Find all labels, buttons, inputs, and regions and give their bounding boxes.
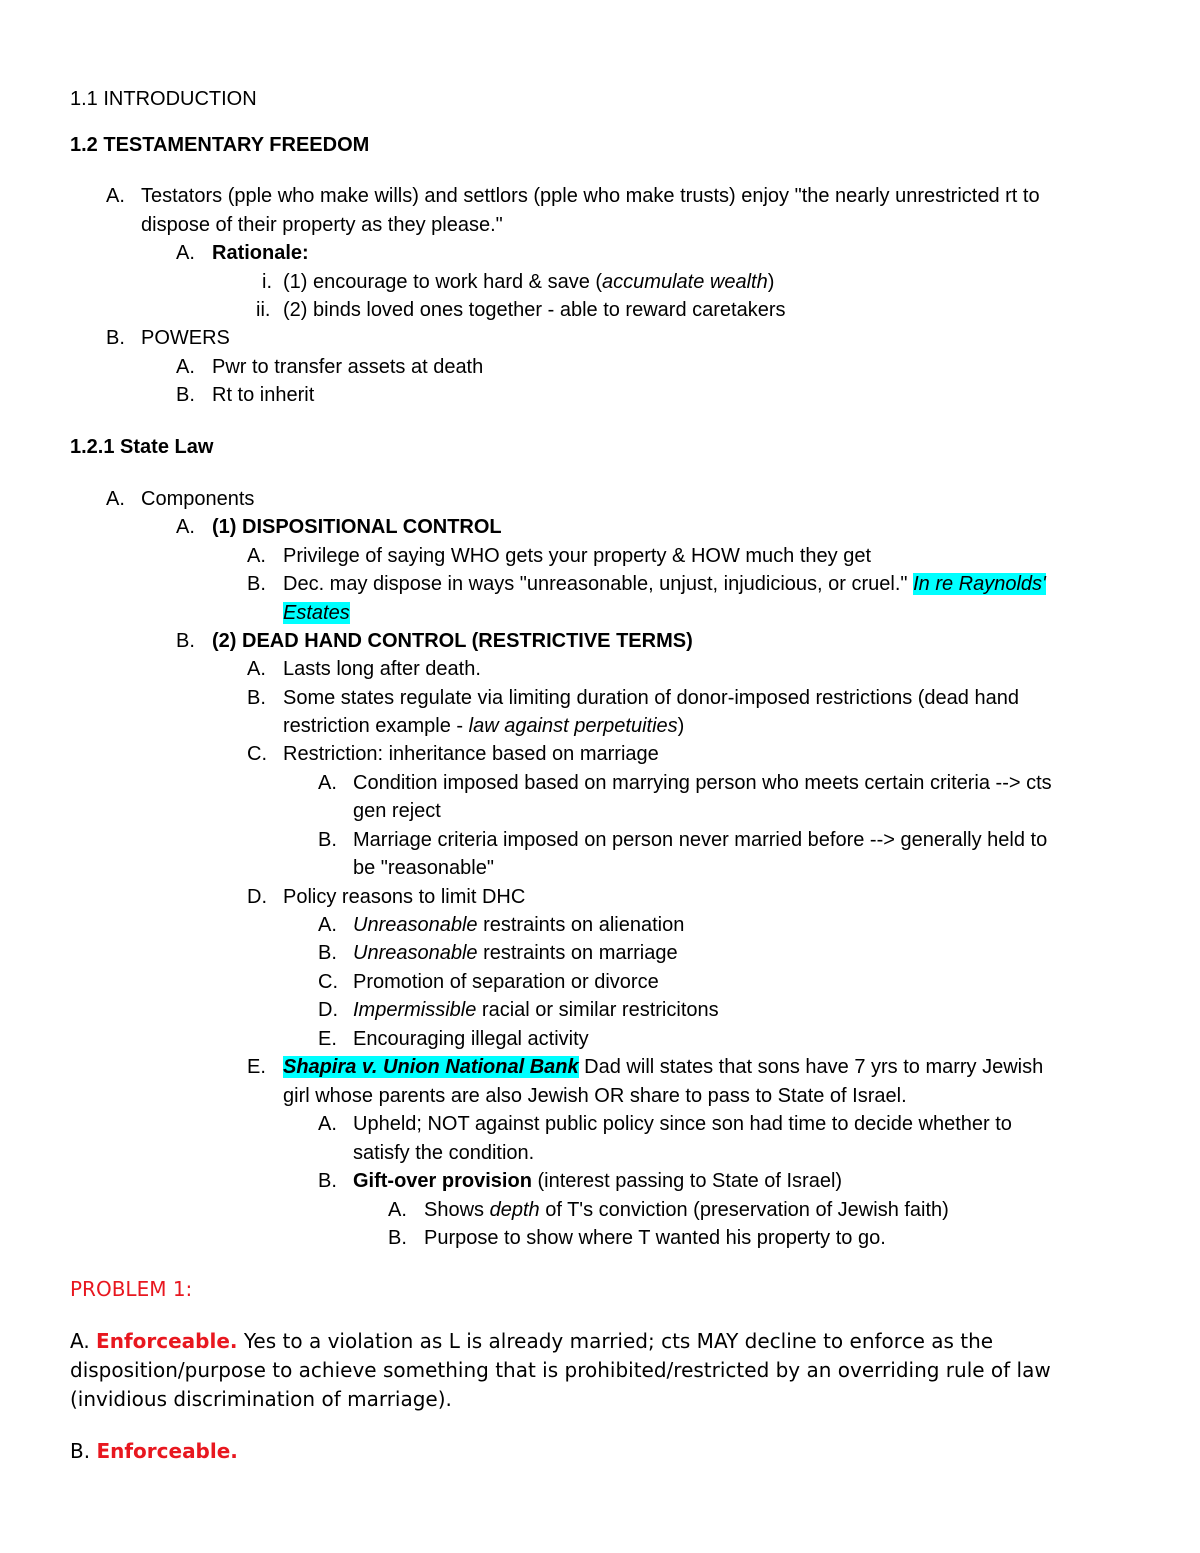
text: ) bbox=[677, 715, 685, 737]
list-item-powers: POWERS bbox=[141, 327, 230, 349]
answer-label: Enforceable. bbox=[96, 1439, 238, 1463]
list-marker: E. bbox=[247, 1056, 266, 1078]
list-marker: A. bbox=[318, 1113, 337, 1135]
list-item-shapira bbox=[283, 1053, 1043, 1081]
list-item-upheld: Upheld; NOT against public policy since son had time to decide whether to bbox=[353, 1113, 1012, 1135]
list-marker: A. bbox=[247, 658, 266, 680]
answer-marker: B. bbox=[70, 1439, 91, 1463]
list-item-purpose: Purpose to show where T wanted his property to go. bbox=[424, 1227, 886, 1249]
list-marker: A. bbox=[176, 356, 195, 378]
text: of T's conviction (preservation of Jewish faith) bbox=[539, 1199, 949, 1221]
list-item-shows-depth bbox=[424, 1196, 949, 1224]
list-item-separation-divorce: Promotion of separation or divorce bbox=[353, 971, 659, 993]
emphasis-text: Unreasonable bbox=[353, 942, 478, 964]
list-item-states-regulate-cont bbox=[283, 712, 684, 740]
list-item-rationale-1 bbox=[283, 268, 774, 296]
list-marker: i. bbox=[262, 271, 272, 293]
bold-text: Gift-over provision bbox=[353, 1170, 532, 1192]
list-marker: A. bbox=[106, 488, 125, 510]
text: restraints on marriage bbox=[477, 942, 678, 964]
list-item-gift-over bbox=[353, 1167, 842, 1195]
list-item-testators-cont: dispose of their property as they please." bbox=[141, 214, 503, 236]
list-item-power-transfer: Pwr to transfer assets at death bbox=[212, 356, 484, 378]
list-item-dead-hand-control: (2) DEAD HAND CONTROL (RESTRICTIVE TERMS) bbox=[212, 630, 693, 652]
list-marker: B. bbox=[318, 1170, 337, 1192]
text: Yes to a violation as L is already married; cts MAY decline to enforce as the bbox=[237, 1329, 994, 1353]
list-marker: A. bbox=[106, 185, 125, 207]
list-item-restriction-marriage: Restriction: inheritance based on marriage bbox=[283, 743, 659, 765]
list-item-condition-imposed: Condition imposed based on marrying person who meets certain criteria --> cts bbox=[353, 772, 1052, 794]
list-item-racial-restrictions bbox=[353, 996, 719, 1024]
answer-marker: A. bbox=[70, 1329, 90, 1353]
problem-answer-b bbox=[70, 1437, 238, 1465]
heading-testamentary-freedom: 1.2 TESTAMENTARY FREEDOM bbox=[70, 134, 370, 156]
emphasis-text: accumulate wealth bbox=[602, 271, 768, 293]
list-marker: B. bbox=[318, 829, 337, 851]
list-marker: B. bbox=[318, 942, 337, 964]
text: ) bbox=[767, 271, 775, 293]
heading-introduction: 1.1 INTRODUCTION bbox=[70, 88, 257, 110]
case-citation-raynolds-cont: Estates bbox=[283, 602, 350, 624]
text: Dad will states that sons have 7 yrs to marry Jewish bbox=[578, 1056, 1044, 1078]
list-marker: B. bbox=[176, 630, 195, 652]
list-marker: B. bbox=[247, 573, 266, 595]
list-marker: C. bbox=[318, 971, 338, 993]
list-item-marriage-criteria: Marriage criteria imposed on person never married before --> generally held to bbox=[353, 829, 1048, 851]
list-item-shapira-cont: girl whose parents are also Jewish OR share to pass to State of Israel. bbox=[283, 1085, 907, 1107]
list-marker: B. bbox=[388, 1227, 407, 1249]
list-marker: B. bbox=[106, 327, 125, 349]
list-item-policy-reasons: Policy reasons to limit DHC bbox=[283, 886, 526, 908]
text: restriction example - bbox=[283, 715, 469, 737]
list-marker: A. bbox=[388, 1199, 407, 1221]
text: (interest passing to State of Israel) bbox=[531, 1170, 843, 1192]
list-item-privilege: Privilege of saying WHO gets your property & HOW much they get bbox=[283, 545, 871, 567]
list-item-rationale-2: (2) binds loved ones together - able to reward caretakers bbox=[283, 299, 786, 321]
list-item-rationale: Rationale: bbox=[212, 242, 309, 264]
list-item-components: Components bbox=[141, 488, 255, 510]
problem-heading: PROBLEM 1: bbox=[70, 1277, 193, 1301]
list-marker: B. bbox=[247, 687, 266, 709]
emphasis-text: Unreasonable bbox=[353, 914, 478, 936]
answer-label: Enforceable. bbox=[96, 1329, 238, 1353]
list-item-testators: Testators (pple who make wills) and settlors (pple who make trusts) enjoy "the nearly unrestricted rt to bbox=[141, 185, 1040, 207]
list-item-illegal-activity: Encouraging illegal activity bbox=[353, 1028, 589, 1050]
list-item-condition-imposed-cont: gen reject bbox=[353, 800, 441, 822]
emphasis-text: Impermissible bbox=[353, 999, 477, 1021]
list-item-marriage-criteria-cont: be "reasonable" bbox=[353, 857, 494, 879]
text: restraints on alienation bbox=[477, 914, 685, 936]
list-item-lasts-long: Lasts long after death. bbox=[283, 658, 481, 680]
list-marker: A. bbox=[318, 772, 337, 794]
list-item-dispositional-control: (1) DISPOSITIONAL CONTROL bbox=[212, 516, 502, 538]
list-item-right-inherit: Rt to inherit bbox=[212, 384, 315, 406]
list-marker: B. bbox=[176, 384, 195, 406]
list-marker: D. bbox=[318, 999, 338, 1021]
list-item-restraints-marriage bbox=[353, 939, 678, 967]
list-marker: A. bbox=[318, 914, 337, 936]
list-item-upheld-cont: satisfy the condition. bbox=[353, 1142, 535, 1164]
problem-answer-a-cont: (invidious discrimination of marriage). bbox=[70, 1387, 452, 1411]
emphasis-text: depth bbox=[489, 1199, 540, 1221]
list-marker: ii. bbox=[256, 299, 271, 321]
list-marker: E. bbox=[318, 1028, 337, 1050]
heading-state-law: 1.2.1 State Law bbox=[70, 436, 214, 458]
list-item-states-regulate: Some states regulate via limiting duration of donor-imposed restrictions (dead hand bbox=[283, 687, 1019, 709]
text: (1) encourage to work hard & save ( bbox=[283, 271, 603, 293]
list-marker: A. bbox=[176, 242, 195, 264]
list-item-restraints-alienation bbox=[353, 911, 684, 939]
list-marker: A. bbox=[247, 545, 266, 567]
text: Shows bbox=[424, 1199, 490, 1221]
case-citation-shapira: Shapira v. Union National Bank bbox=[283, 1056, 579, 1078]
emphasis-text: law against perpetuities bbox=[468, 715, 678, 737]
list-marker: A. bbox=[176, 516, 195, 538]
list-item-dec-may-dispose bbox=[283, 570, 1046, 598]
text: Dec. may dispose in ways "unreasonable, unjust, injudicious, or cruel." bbox=[283, 573, 908, 595]
list-item-dec-may-dispose-cont bbox=[283, 599, 350, 627]
case-citation-raynolds: In re Raynolds' bbox=[913, 573, 1046, 595]
text: racial or similar restricitons bbox=[476, 999, 719, 1021]
list-marker: D. bbox=[247, 886, 267, 908]
list-marker: C. bbox=[247, 743, 267, 765]
problem-answer-a bbox=[70, 1327, 993, 1355]
problem-answer-a-cont: disposition/purpose to achieve something that is prohibited/restricted by an overriding rule of law bbox=[70, 1358, 1051, 1382]
